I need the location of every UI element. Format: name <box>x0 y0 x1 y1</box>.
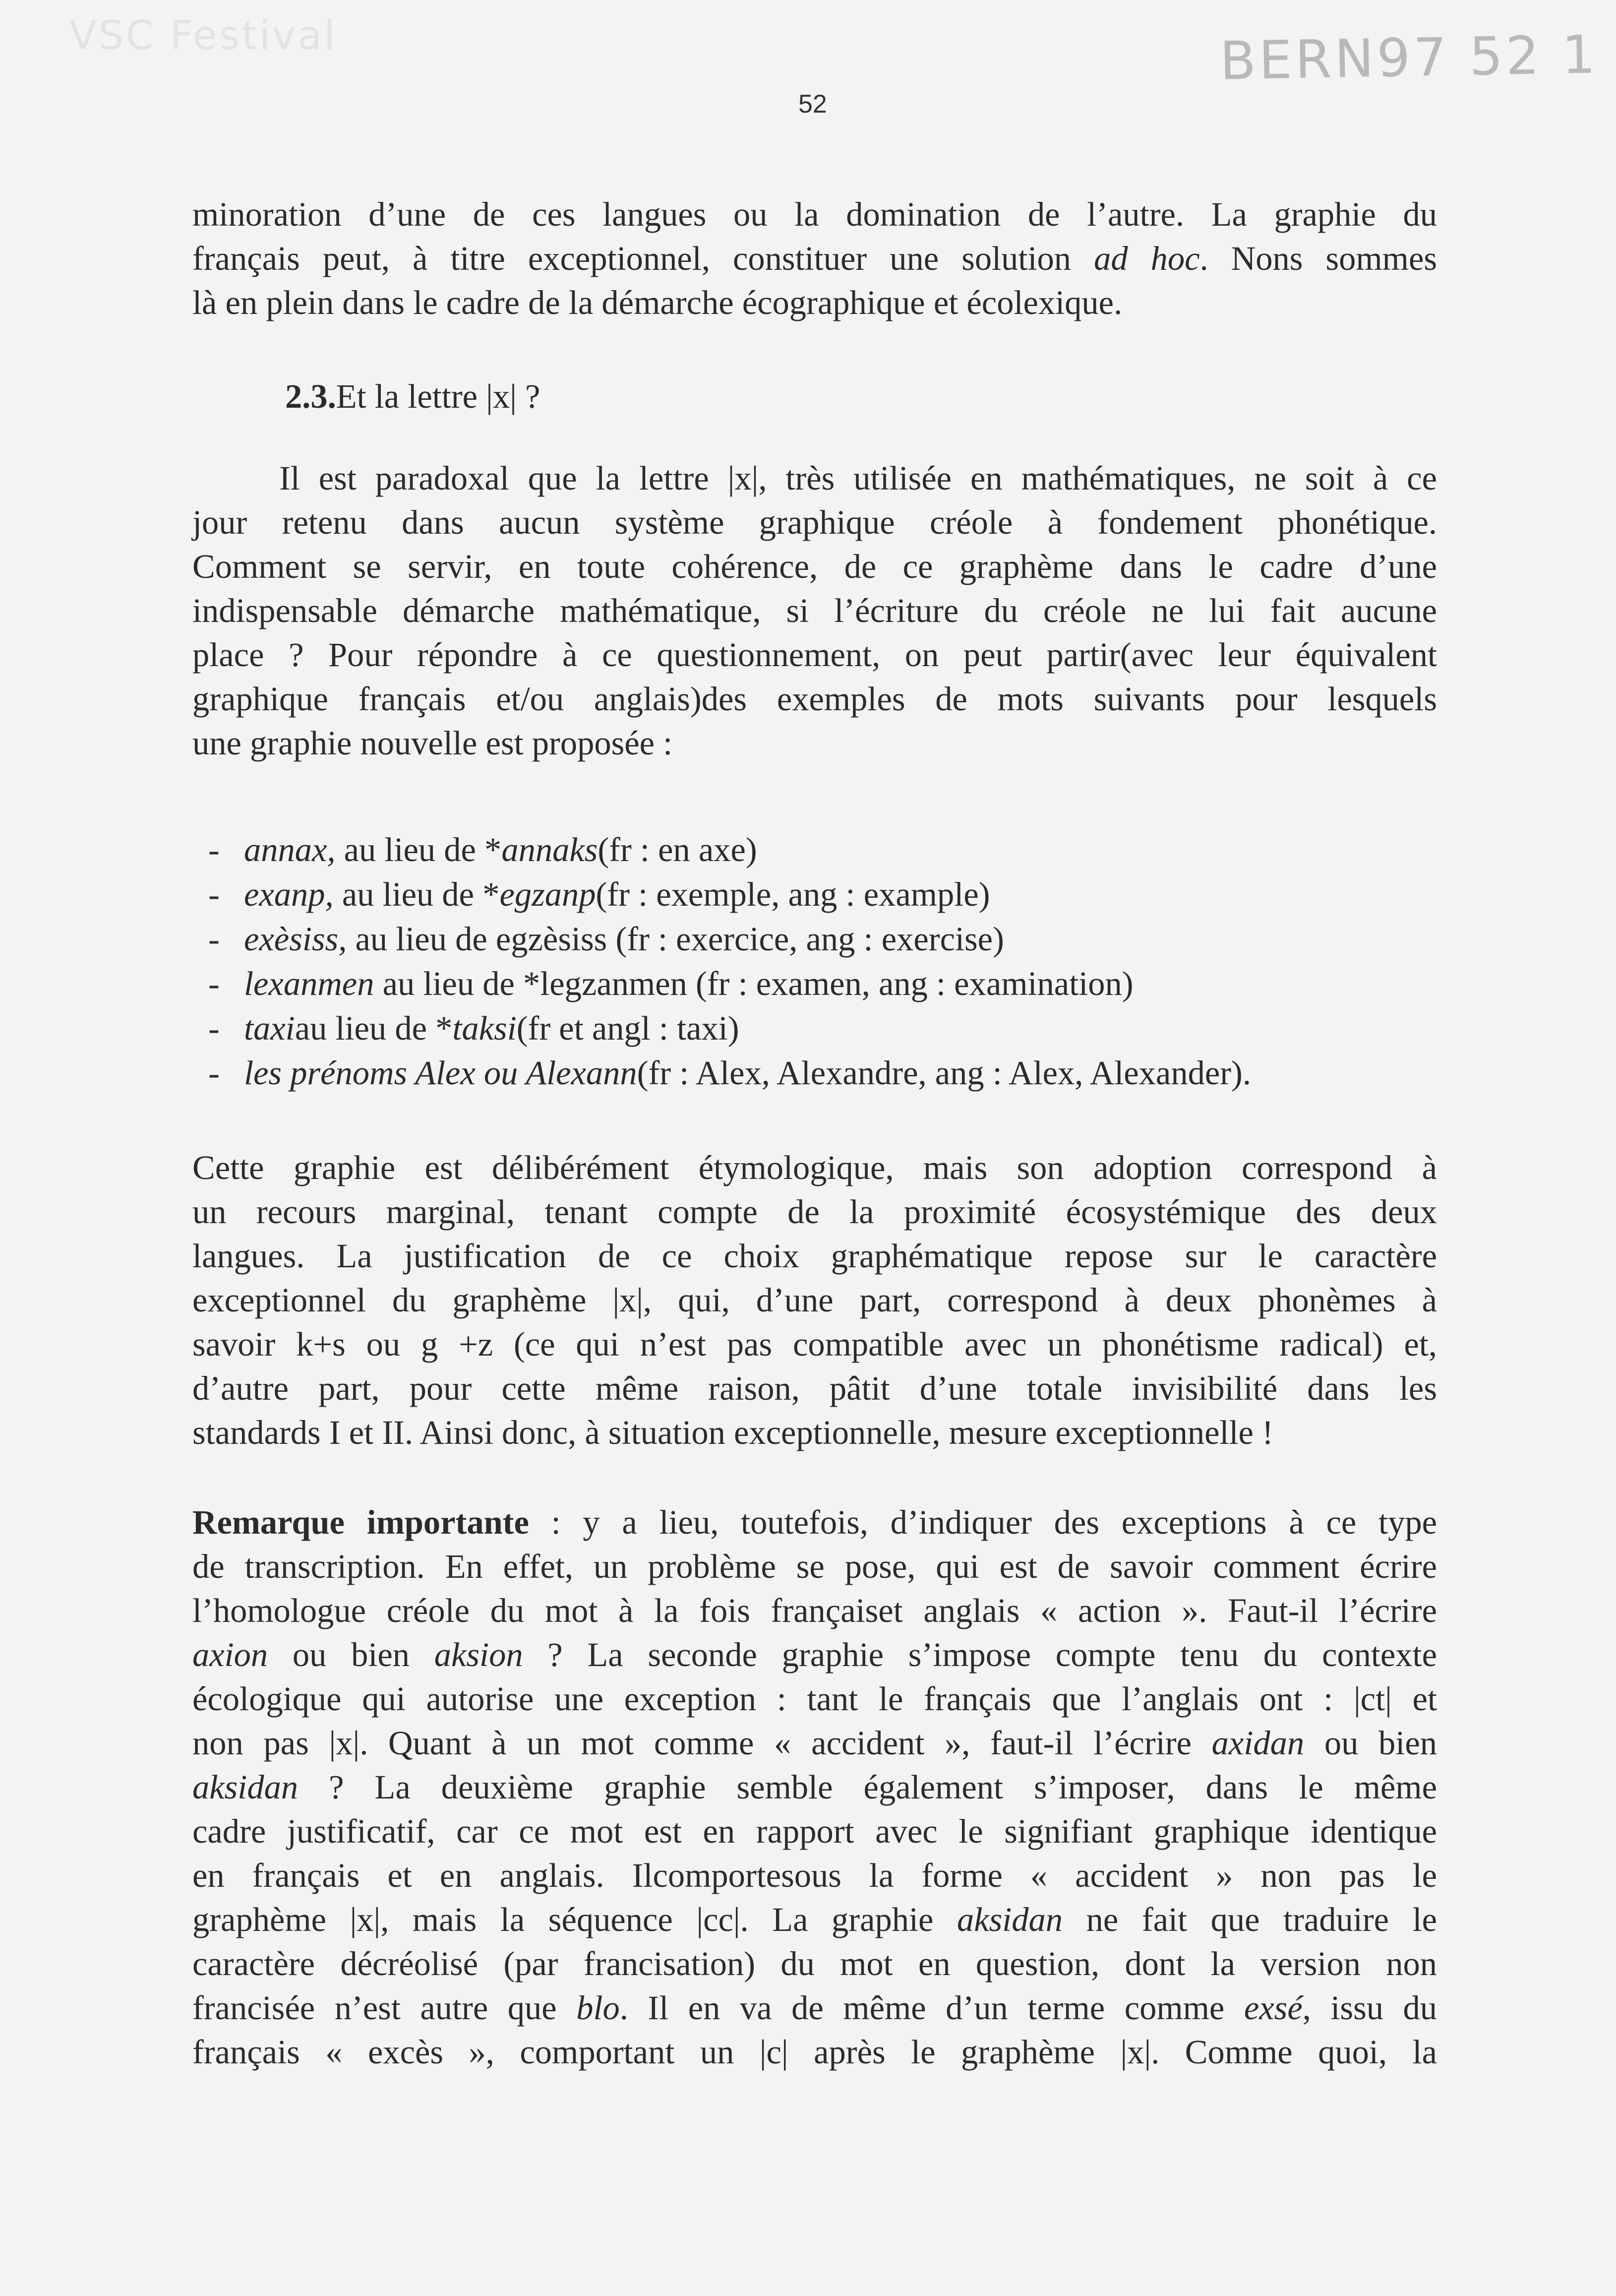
page-number: 52 <box>798 90 827 119</box>
text-line: Il est paradoxal que la lettre |x|, très utilisée en mathématiques, ne soit à ce <box>279 459 1437 497</box>
italic-term: axion <box>192 1636 268 1674</box>
text-line <box>192 1500 1437 1545</box>
example-word: annax, <box>244 831 336 869</box>
list-item <box>208 827 1251 872</box>
text-line: place ? Pour répondre à ce questionnement, on peut partir(avec leur équivalent <box>192 636 1437 674</box>
text-span: au lieu de * <box>295 1009 453 1047</box>
list-dash: - <box>208 831 220 869</box>
text-span: ou bien <box>268 1636 434 1674</box>
text-span: au lieu de *legzanmen (fr : examen, ang : examination) <box>374 965 1134 1002</box>
text-line: un recours marginal, tenant compte de la proximité écosystémique des deux <box>192 1193 1437 1231</box>
text-line <box>192 1721 1437 1765</box>
text-span: non pas |x|. Quant à un mot comme « accident », faut-il l’écrire <box>192 1724 1212 1762</box>
list-item <box>208 961 1251 1006</box>
text-line: langues. La justification de ce choix graphématique repose sur le caractère <box>192 1237 1437 1275</box>
section-number: 2.3. <box>285 377 336 415</box>
text-line: savoir k+s ou g +z (ce qui n’est pas compatible avec un phonétisme radical) et, <box>192 1325 1437 1363</box>
text-span: ou bien <box>1304 1724 1437 1762</box>
text-line: d’autre part, pour cette même raison, pâtit d’une totale invisibilité dans les <box>192 1369 1437 1407</box>
italic-term: aksidan <box>957 1901 1063 1938</box>
text-span: , issu du <box>1302 1989 1437 2027</box>
text-span: . Il en va de même d’un terme comme <box>619 1989 1244 2027</box>
text-span: : y a lieu, toutefois, d’indiquer des exceptions à ce type <box>529 1503 1437 1541</box>
text-span: (fr et angl : taxi) <box>516 1009 739 1047</box>
text-span: (fr : Alex, Alexandre, ang : Alex, Alexander). <box>637 1054 1251 1092</box>
italic-term: aksion <box>434 1636 523 1674</box>
paragraph-2 <box>192 1146 1437 1455</box>
text-line: minoration d’une de ces langues ou la domination de l’autre. La graphie du <box>192 195 1437 233</box>
italic-term: annaks <box>501 831 598 869</box>
text-span: ? La seconde graphie s’impose compte tenu du contexte <box>523 1636 1437 1674</box>
text-span: français peut, à titre exceptionnel, constituer une solution <box>192 240 1094 277</box>
text-line: cadre justificatif, car ce mot est en rapport avec le signifiant graphique identique <box>192 1812 1437 1850</box>
text-span: au lieu de * <box>335 831 502 869</box>
list-dash: - <box>208 1009 220 1047</box>
list-item <box>208 1051 1251 1095</box>
text-line: une graphie nouvelle est proposée : <box>192 724 673 762</box>
text-span: ? La deuxième graphie semble également s’imposer, dans le même <box>298 1768 1437 1806</box>
text-span: . Nons sommes <box>1199 240 1437 277</box>
handwritten-stamp: BERN97 52 1 <box>1219 24 1599 92</box>
text-line: l’homologue créole du mot à la fois françaiset anglais « action ». Faut-il l’écrire <box>192 1592 1437 1629</box>
text-line: Comment se servir, en toute cohérence, de ce graphème dans le cadre d’une <box>192 548 1437 585</box>
text-line: caractère décréolisé (par francisation) du mot en question, dont la version non <box>192 1945 1437 1983</box>
section-title: Et la lettre |x| ? <box>336 377 540 415</box>
example-word: taxi <box>244 1009 295 1047</box>
list-dash: - <box>208 920 220 958</box>
list-dash: - <box>208 1054 220 1092</box>
text-line <box>192 1986 1437 2030</box>
text-span: (fr : en axe) <box>598 831 757 869</box>
remark-label: Remarque importante <box>192 1503 529 1541</box>
text-span: (fr : exemple, ang : example) <box>596 875 990 913</box>
text-line <box>192 1633 1437 1677</box>
italic-term: egzanp <box>499 875 596 913</box>
text-line <box>192 1765 1437 1809</box>
text-line: standards I et II. Ainsi donc, à situation exceptionnelle, mesure exceptionnelle ! <box>192 1414 1273 1451</box>
example-word: exèsiss, <box>244 920 347 958</box>
text-line: écologique qui autorise une exception : tant le français que l’anglais ont : |ct| et <box>192 1680 1437 1718</box>
text-span: francisée n’est autre que <box>192 1989 577 2027</box>
italic-term: aksidan <box>192 1768 299 1806</box>
faint-header-text: VSC Festival <box>69 12 337 59</box>
text-line: Cette graphie est délibérément étymologique, mais son adoption correspond à <box>192 1149 1437 1186</box>
list-item <box>208 917 1251 961</box>
text-span: au lieu de * <box>333 875 500 913</box>
text-span: graphème |x|, mais la séquence |cc|. La graphie <box>192 1901 957 1938</box>
list-dash: - <box>208 965 220 1002</box>
examples-list <box>208 827 1251 1095</box>
text-line: de transcription. En effet, un problème se pose, qui est de savoir comment écrire <box>192 1548 1437 1585</box>
example-word: lexanmen <box>244 965 374 1002</box>
text-span: au lieu de egzèsiss (fr : exercice, ang : exercise) <box>347 920 1004 958</box>
section-heading <box>285 377 540 416</box>
italic-term: ad hoc <box>1094 240 1200 277</box>
text-line: graphique français et/ou anglais)des exemples de mots suivants pour lesquels <box>192 680 1437 718</box>
remark-paragraph <box>192 1500 1437 2074</box>
italic-term: taksi <box>452 1009 517 1047</box>
text-line: français « excès », comportant un |c| après le graphème |x|. Comme quoi, la <box>192 2033 1437 2071</box>
text-line: jour retenu dans aucun système graphique créole à fondement phonétique. <box>192 503 1437 541</box>
text-span: ne fait que traduire le <box>1063 1901 1437 1938</box>
list-item <box>208 872 1251 917</box>
italic-term: exsé <box>1244 1989 1303 2027</box>
text-line <box>192 1898 1437 1942</box>
italic-term: axidan <box>1211 1724 1305 1762</box>
text-line <box>192 237 1437 281</box>
paragraph-1 <box>192 456 1437 765</box>
list-item <box>208 1006 1251 1051</box>
text-line: là en plein dans le cadre de la démarche écographique et écolexique. <box>192 284 1123 321</box>
text-line: indispensable démarche mathématique, si l’écriture du créole ne lui fait aucune <box>192 592 1437 629</box>
italic-term: blo <box>576 1989 620 2027</box>
text-line: exceptionnel du graphème |x|, qui, d’une part, correspond à deux phonèmes à <box>192 1281 1437 1319</box>
intro-paragraph <box>192 192 1437 325</box>
example-word: exanp, <box>244 875 334 913</box>
example-word: les prénoms Alex ou Alexann <box>244 1054 637 1092</box>
text-line: en français et en anglais. Ilcomportesous la forme « accident » non pas le <box>192 1857 1437 1894</box>
list-dash: - <box>208 875 220 913</box>
